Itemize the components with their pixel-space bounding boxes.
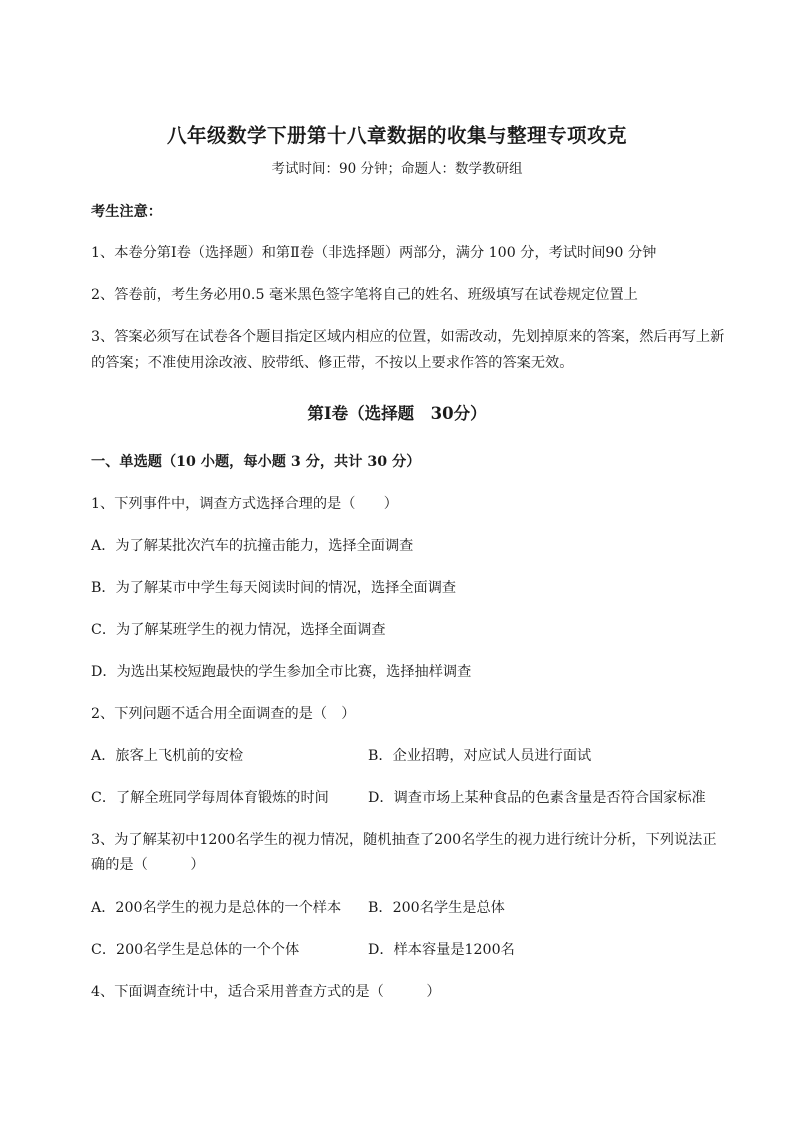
- part-title: 一、单选题（10 小题，每小题 3 分，共计 30 分）: [91, 454, 421, 470]
- question-option: C．了解全班同学每周体育锻炼的时间: [91, 790, 329, 806]
- question-option: C．为了解某班学生的视力情况，选择全面调查: [91, 622, 386, 638]
- note-item: 3、答案必须写在试卷各个题目指定区域内相应的位置，如需改动，先划掉原来的答案，然后再写上新: [91, 329, 725, 345]
- question-stem-continued: 确的是（ ）: [91, 857, 205, 873]
- note-item: 1、本卷分第Ⅰ卷（选择题）和第Ⅱ卷（非选择题）两部分，满分 100 分，考试时间90 分钟: [91, 245, 657, 261]
- note-item: 2、答卷前，考生务必用0.5 毫米黑色签字笔将自己的姓名、班级填写在试卷规定位置上: [91, 287, 638, 303]
- notes-heading: 考生注意：: [91, 204, 162, 220]
- question-option: B．为了解某市中学生每天阅读时间的情况，选择全面调查: [91, 580, 457, 596]
- question-stem: 4、下面调查统计中，适合采用普查方式的是（ ）: [91, 984, 441, 1000]
- page-title: 八年级数学下册第十八章数据的收集与整理专项攻克: [166, 124, 627, 147]
- question-option: C．200名学生是总体的一个个体: [91, 942, 300, 958]
- question-option: B．企业招聘，对应试人员进行面试: [368, 748, 592, 764]
- question-option: A．旅客上飞机前的安检: [91, 748, 244, 764]
- question-option: B．200名学生是总体: [368, 900, 505, 916]
- question-option: D．调查市场上某种食品的色素含量是否符合国家标准: [368, 790, 706, 806]
- question-option: D．为选出某校短跑最快的学生参加全市比赛，选择抽样调查: [91, 664, 472, 680]
- question-stem: 3、为了解某初中1200名学生的视力情况，随机抽查了200名学生的视力进行统计分析，下列说法正: [91, 832, 717, 848]
- exam-info: 考试时间：90 分钟；命题人：数学教研组: [271, 161, 523, 177]
- question-option: A．200名学生的视力是总体的一个样本: [91, 900, 342, 916]
- question-option: D．样本容量是1200名: [368, 942, 515, 958]
- section-title: 第Ⅰ卷（选择题 30分）: [307, 404, 487, 423]
- question-stem: 1、下列事件中，调查方式选择合理的是（ ）: [91, 496, 398, 512]
- question-option: A．为了解某批次汽车的抗撞击能力，选择全面调查: [91, 538, 414, 554]
- note-item: 的答案；不准使用涂改液、胶带纸、修正带，不按以上要求作答的答案无效。: [91, 355, 574, 371]
- question-stem: 2、下列问题不适合用全面调查的是（ ）: [91, 706, 356, 722]
